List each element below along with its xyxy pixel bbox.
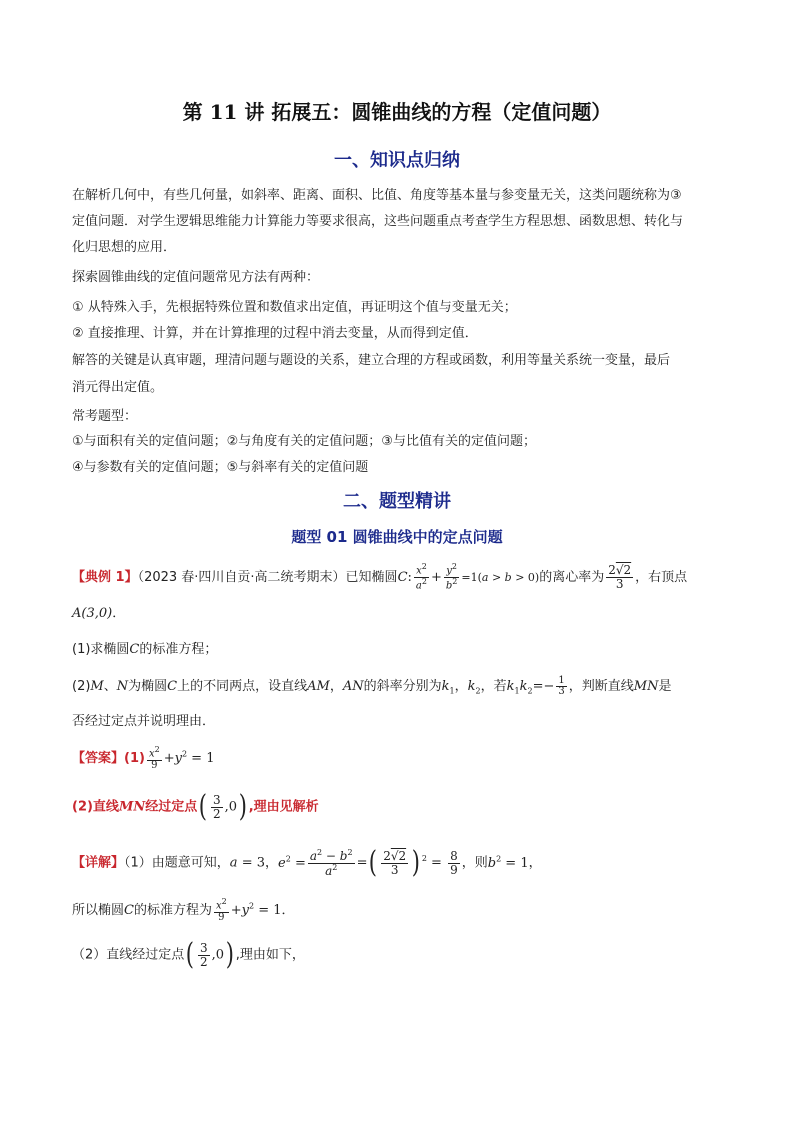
topic-heading: 题型 01 圆锥曲线中的定点问题 [291,528,503,546]
question-1: (1)求椭圆C的标准方程； [72,642,218,657]
fraction-x2-9: $\frac{x^2}{9}$ [148,745,160,771]
key-line-2: 消元得出定值。 [72,380,164,395]
example-tag: 【典例 1】 [72,569,138,585]
question-2-line-1: (2)M、N为椭圆C上的不同两点，设直线AM，AN的斜率分别为$k_1$，$k_2$，若$k_1k_2=-$ $\frac{1}{3}$ ，判断直线MN是 [72,674,672,697]
vertex-point: A(3,0) [72,606,113,621]
question-2-line-2: 否经过定点并说明理由． [72,714,216,729]
section-heading-types: 二、题型精讲 [343,491,451,512]
methods-intro: 探索圆锥曲线的定值问题常见方法有两种： [72,270,320,285]
fraction-one-third: $\frac{1}{3}$ [558,674,565,697]
detail-tag: 【详解】 [72,855,125,871]
example-source: （2023 春·四川自贡·高二统考期末）已知椭圆 [137,569,398,585]
intro-line-3: 化归思想的应用． [72,240,177,255]
types-line-2: ④与参数有关的定值问题；⑤与斜率有关的定值问题 [72,460,369,475]
key-line-1: 解答的关键是认真审题，理清问题与题设的关系，建立合理的方程或函数，利用等量关系统一变量，最后 [72,353,671,368]
answer-line-1: 【答案】(1) $\frac{x^2}{9}$ $+y^2 = 1$ [72,745,215,771]
types-label: 常考题型： [72,409,138,424]
example-line-1: 【典例 1】（2023 春·四川自贡·高二统考期末）已知椭圆C: $\frac{x^2}{a^2}$ + $\frac{y^2}{b^2}$ =1(a > b > 0)的离心率为 $\frac{2√2}{3}$ ，右顶点 [72,562,688,592]
section-heading-knowledge: 一、知识点归纳 [334,150,460,171]
detail-line-1: 【详解】（1）由题意可知，a = 3，$e^2$ = $\frac{a^2 - b^2}{a^2}$ =( $\frac{2√2}{3}$ ) $^2$ = $\frac{8}{9}$ ，则$b^2 = 1$， [72,845,542,880]
fraction-y2-b2: $\frac{y^2}{b^2}$ [445,562,458,592]
fraction-x2-a2: $\frac{x^2}{a^2}$ [415,562,427,592]
intro-line-1: 在解析几何中，有些几何量，如斜率、距离、面积、比值、角度等基本量与参变量无关，这类问题统称为③ [72,188,682,203]
answer-line-2: (2)直线MN经过定点( $\frac{3}{2}$ ,0) ,理由见解析 [72,789,319,824]
intro-line-2: 定值问题．对学生逻辑思维能力计算能力等要求很高，这些问题重点考查学生方程思想、函数思想、转化与 [72,214,684,229]
answer-tag: 【答案】 [72,751,125,767]
detail-line-3: （2）直线经过定点( $\frac{3}{2}$ ,0) ,理由如下， [72,937,305,972]
detail-line-2: 所以椭圆C的标准方程为 $\frac{x^2}{9}$ $+y^2 = 1$． [72,897,295,923]
method-1: ① 从特殊入手，先根据特殊位置和数值求出定值，再证明这个值与变量无关； [72,300,517,315]
example-line-2: A(3,0)． [72,606,126,621]
method-2: ② 直接推理、计算，并在计算推理的过程中消去变量，从而得到定值． [72,326,478,341]
types-line-1: ①与面积有关的定值问题；②与角度有关的定值问题；③与比值有关的定值问题； [72,434,536,449]
page-title: 第 11 讲 拓展五：圆锥曲线的方程（定值问题） [182,100,612,124]
ellipse-equation: C [397,569,408,585]
eccentricity-text: 的离心率为 [539,569,605,585]
fraction-eccentricity: $\frac{2√2}{3}$ [608,563,632,591]
